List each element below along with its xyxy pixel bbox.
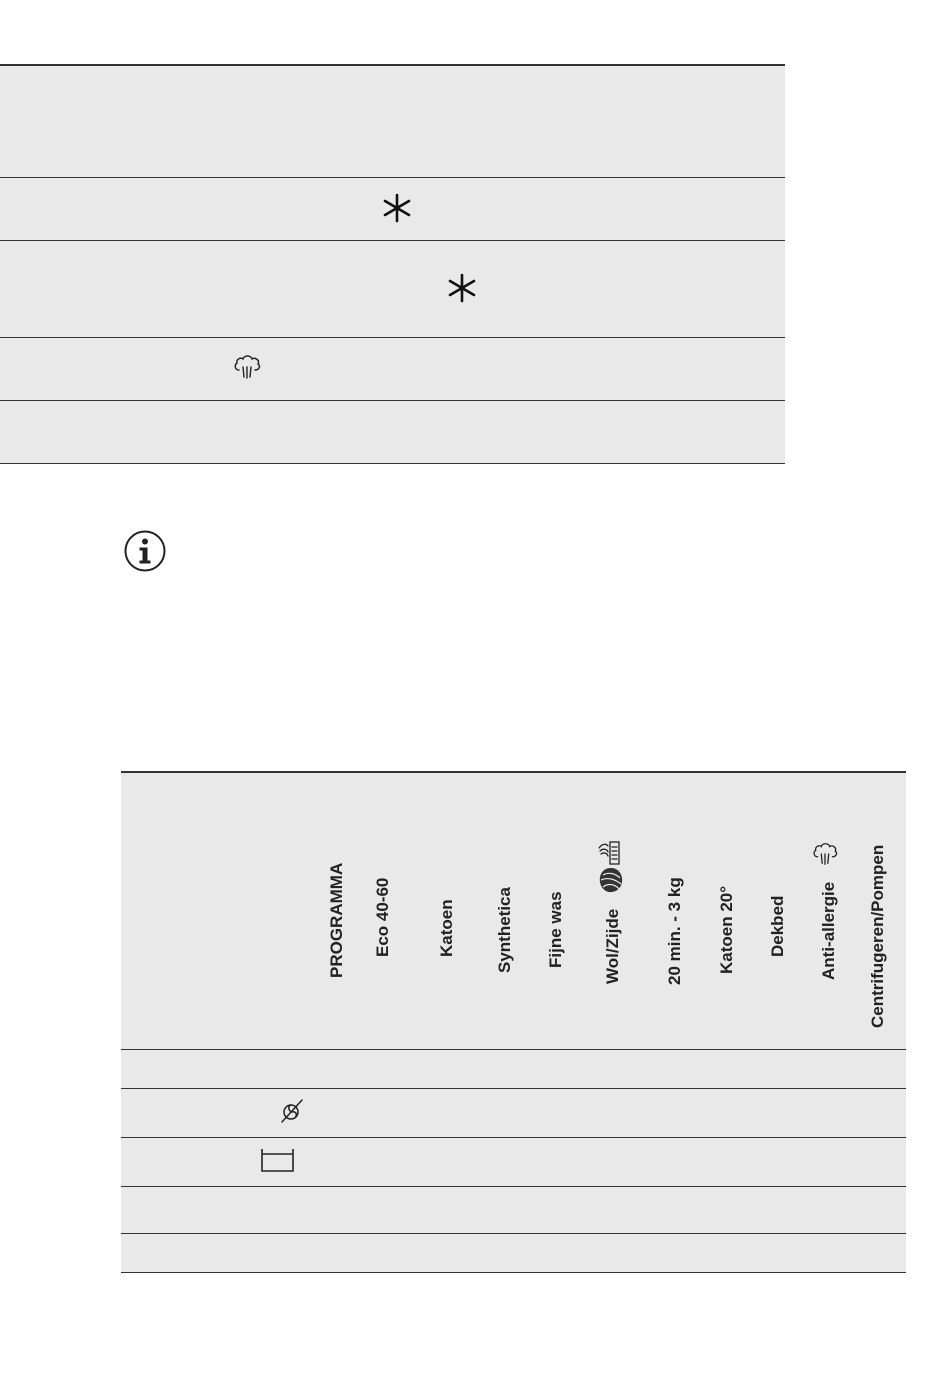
- top-table-row-5: [0, 400, 785, 464]
- program-centrifugeren-pompen: Centrifugeren/Pompen: [868, 844, 887, 1028]
- program-eco-40-60: Eco 40-60: [373, 877, 392, 957]
- top-table-row-3: [0, 240, 785, 337]
- info-note-box: [121, 466, 906, 688]
- info-icon: [124, 530, 166, 572]
- program-wol-zijde: Wol/Zijde: [603, 908, 622, 984]
- steam-cloud-icon: [232, 353, 262, 381]
- no-spin-icon: [278, 1097, 306, 1125]
- programma-header-label: PROGRAMMA: [327, 862, 346, 978]
- program-table-row-2: [121, 1088, 906, 1137]
- snowflake-asterisk-icon: [447, 273, 477, 303]
- program-table-row-1: [121, 1049, 906, 1088]
- top-table-row-1: [0, 64, 785, 177]
- program-table-row-3: [121, 1137, 906, 1186]
- program-20-min-3-kg: 20 min. - 3 kg: [665, 877, 684, 985]
- steam-cloud-icon: [811, 841, 839, 867]
- program-synthetica: Synthetica: [495, 887, 514, 973]
- program-katoen-20: Katoen 20°: [717, 885, 736, 974]
- program-table-bottom-border: [121, 1272, 906, 1273]
- program-anti-allergie: Anti-allergie: [819, 881, 838, 980]
- top-table-bottom-border: [0, 463, 785, 464]
- handwash-tub-icon: [596, 840, 622, 866]
- program-table-row-5: [121, 1233, 906, 1272]
- wool-ball-icon: [598, 866, 624, 894]
- program-fijne-was: Fijne was: [546, 891, 565, 968]
- rinse-hold-tub-icon: [260, 1146, 295, 1174]
- program-table-row-4: [121, 1186, 906, 1233]
- program-katoen: Katoen: [437, 899, 456, 957]
- top-table-row-4: [0, 337, 785, 400]
- snowflake-asterisk-icon: [382, 193, 412, 223]
- program-dekbed: Dekbed: [768, 895, 787, 957]
